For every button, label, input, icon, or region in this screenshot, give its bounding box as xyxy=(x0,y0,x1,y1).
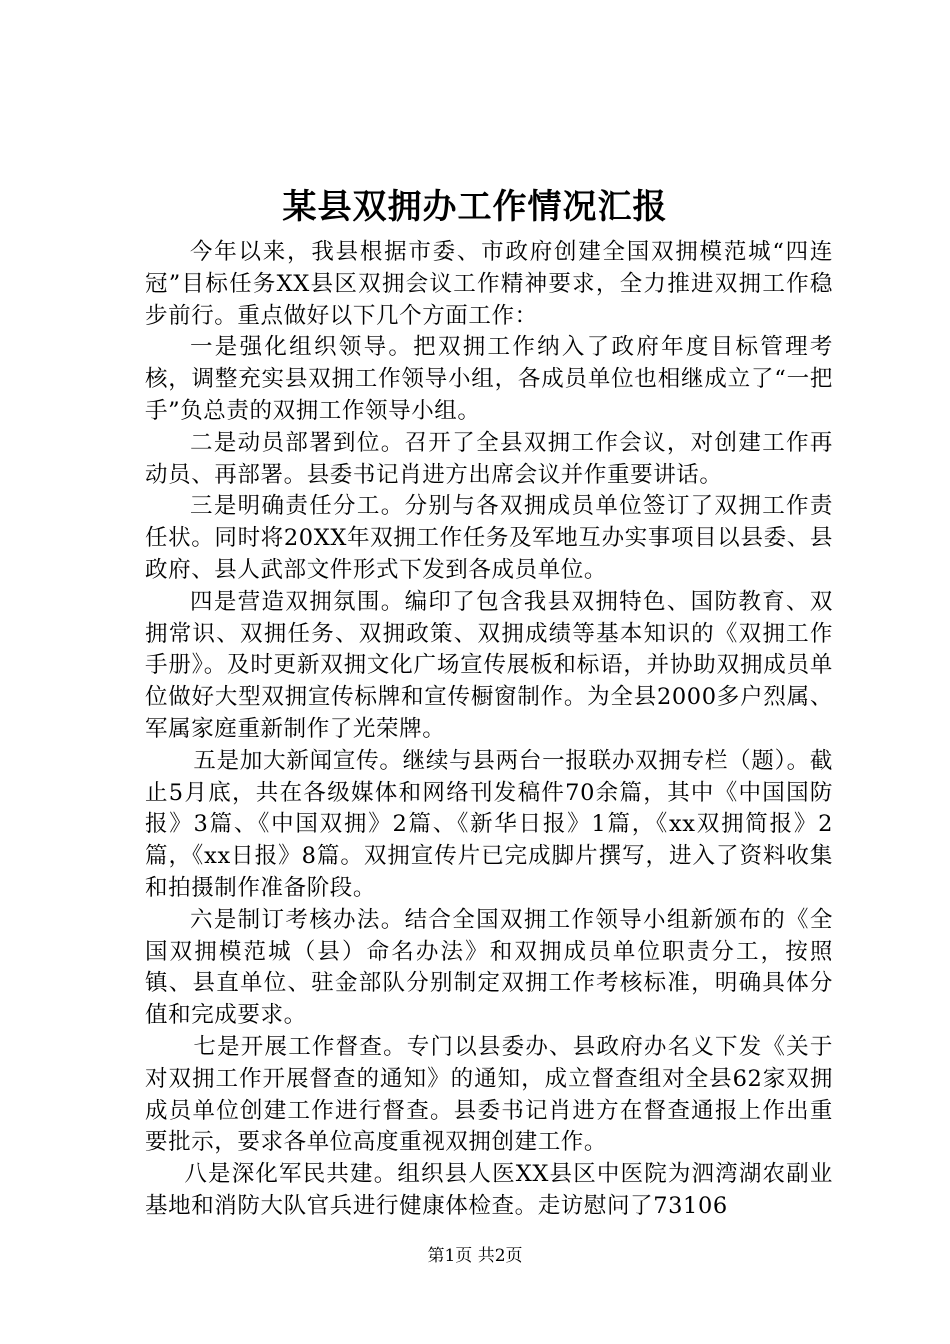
paragraph-item-5: 五是加大新闻宣传。继续与县两台一报联办双拥专栏（题）。截止5月底，共在各级媒体和网络刊发稿件70余篇，其中《中国国防报》3篇、《中国双拥》2篇、《新华日报》1篇，《xx双拥简报》2篇，《xx日报》8篇。双拥宣传片已完成脚片撰写，进入了资料收集和拍摄制作准备阶段。 xyxy=(145,747,833,901)
paragraph-intro: 今年以来，我县根据市委、市政府创建全国双拥模范城“四连冠”目标任务XX县区双拥会议工作精神要求，全力推进双拥工作稳步前行。重点做好以下几个方面工作： xyxy=(145,239,833,329)
paragraph-item-6: 六是制订考核办法。结合全国双拥工作领导小组新颁布的《全国双拥模范城（县）命名办法》和双拥成员单位职责分工，按照镇、县直单位、驻金部队分别制定双拥工作考核标准，明确具体分值和完成要求。 xyxy=(145,906,833,1029)
document-title: 某县双拥办工作情况汇报 xyxy=(282,187,668,227)
page-footer: 第1页 共2页 xyxy=(427,1246,523,1266)
document-body xyxy=(145,237,833,1223)
paragraph-item-3: 三是明确责任分工。分别与各双拥成员单位签订了双拥工作责任状。同时将20XX年双拥工作任务及军地互办实事项目以县委、县政府、县人武部文件形式下发到各成员单位。 xyxy=(145,493,833,583)
paragraph-item-7: 七是开展工作督查。专门以县委办、县政府办名义下发《关于对双拥工作开展督查的通知》的通知，成立督查组对全县62家双拥成员单位创建工作进行督查。县委书记肖进方在督查通报上作出重要批示，要求各单位高度重视双拥创建工作。 xyxy=(145,1033,833,1156)
paragraph-item-4: 四是营造双拥氛围。编印了包含我县双拥特色、国防教育、双拥常识、双拥任务、双拥政策、双拥成绩等基本知识的《双拥工作手册》。及时更新双拥文化广场宣传展板和标语，并协助双拥成员单位做好大型双拥宣传标牌和宣传橱窗制作。为全县2000多户烈属、军属家庭重新制作了光荣牌。 xyxy=(145,588,833,742)
paragraph-item-1: 一是强化组织领导。把双拥工作纳入了政府年度目标管理考核，调整充实县双拥工作领导小组，各成员单位也相继成立了“一把手”负总责的双拥工作领导小组。 xyxy=(145,334,833,424)
paragraph-item-8: 八是深化军民共建。组织县人医XX县区中医院为泗湾湖农副业基地和消防大队官兵进行健康体检查。走访慰问了73106 xyxy=(145,1161,833,1219)
paragraph-item-2: 二是动员部署到位。召开了全县双拥工作会议，对创建工作再动员、再部署。县委书记肖进方出席会议并作重要讲话。 xyxy=(145,429,833,488)
